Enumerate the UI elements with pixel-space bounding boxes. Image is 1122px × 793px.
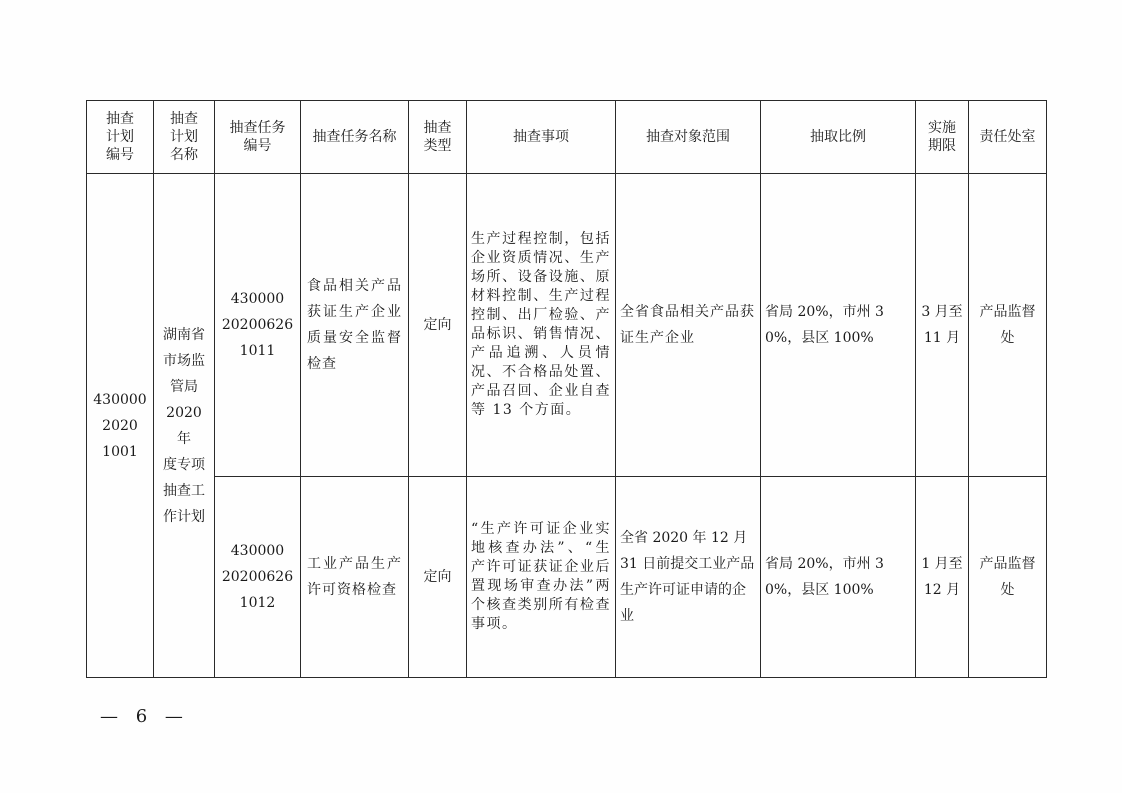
task-name-cell: 食品相关产品获证生产企业质量安全监督检查 [301,174,409,477]
ratio-cell: 省局 20%，市州 30%，县区 100% [761,174,916,477]
type-cell: 定向 [409,477,467,678]
table-row [87,174,1047,477]
scope-cell: 全省食品相关产品获证生产企业 [616,174,761,477]
table-header-row [87,101,1047,174]
inspection-plan-table [86,100,1047,678]
task-name-cell: 工业产品生产许可资格检查 [301,477,409,678]
task-number-cell: 430000 20200626 1011 [215,174,301,477]
table-row [87,477,1047,678]
matters-cell: “生产许可证企业实地核查办法”、“生产许可证获证企业后置现场审查办法”两个核查类别所有检查事项。 [467,477,616,678]
header-matters: 抽查事项 [467,101,616,174]
header-scope: 抽查对象范围 [616,101,761,174]
plan-name-cell: 湖南省 市场监 管局 2020 年 度专项 抽查工 作计划 [154,174,215,678]
header-ratio: 抽取比例 [761,101,916,174]
period-cell: 3 月至 11 月 [916,174,969,477]
type-cell: 定向 [409,174,467,477]
header-dept: 责任处室 [969,101,1047,174]
page-number: — 6 — [100,706,189,727]
header-plan-number: 抽查 计划 编号 [87,101,154,174]
ratio-cell: 省局 20%，市州 30%，县区 100% [761,477,916,678]
scope-cell: 全省 2020 年 12 月 31 日前提交工业产品生产许可证申请的企业 [616,477,761,678]
period-cell: 1 月至 12 月 [916,477,969,678]
header-plan-name: 抽查 计划 名称 [154,101,215,174]
dept-cell: 产品监督 处 [969,174,1047,477]
header-period: 实施 期限 [916,101,969,174]
header-task-name: 抽查任务名称 [301,101,409,174]
header-task-number: 抽查任务 编号 [215,101,301,174]
plan-number-cell: 430000 2020 1001 [87,174,154,678]
task-number-cell: 430000 20200626 1012 [215,477,301,678]
matters-cell: 生产过程控制，包括企业资质情况、生产场所、设备设施、原材料控制、生产过程控制、出厂检验、产品标识、销售情况、产品追溯、人员情况、不合格品处置、产品召回、企业自查等 13 个方面。 [467,174,616,477]
header-type: 抽查 类型 [409,101,467,174]
dept-cell: 产品监督 处 [969,477,1047,678]
